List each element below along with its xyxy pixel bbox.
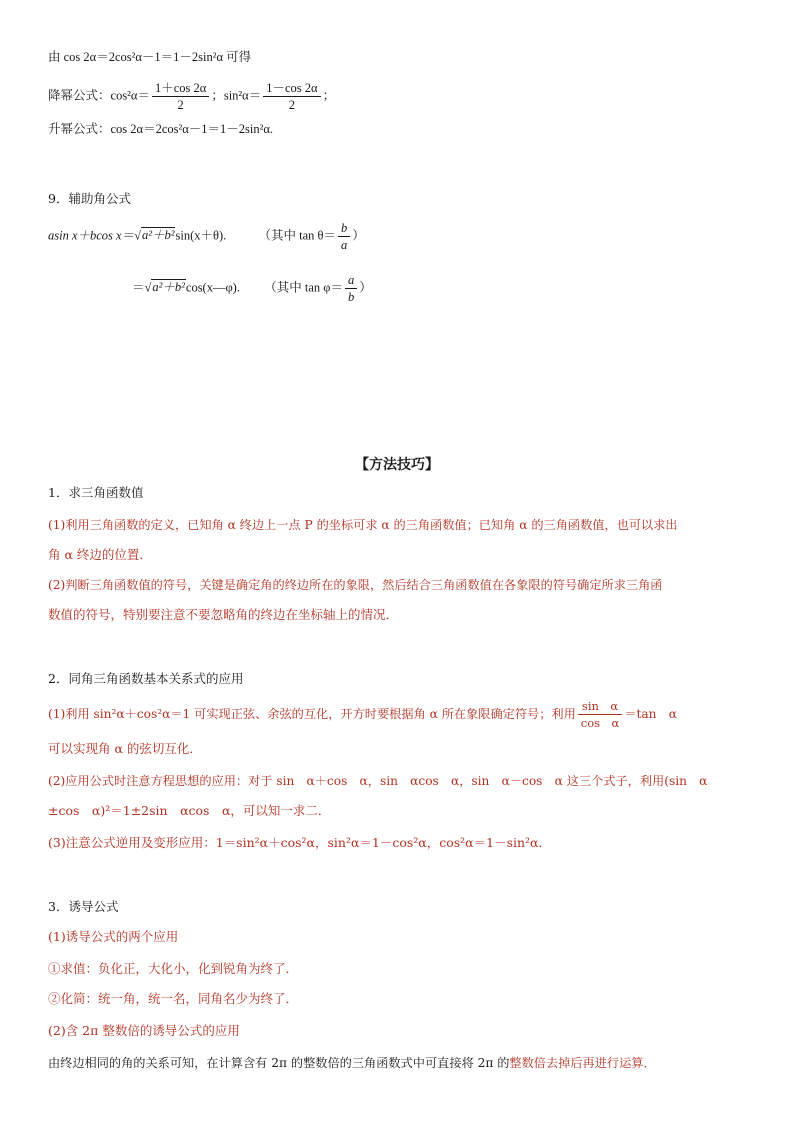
method-2-para-1a-text: (1)利用 sin²α＋cos²α＝1 可实现正弦、余弦的互化，开方时要根据角 α 所在象限确定符号；利用: [48, 707, 576, 721]
formula1-note: （其中 tan θ＝: [258, 228, 337, 243]
tan-result: ＝tan α: [624, 707, 677, 721]
method-3-para-5-highlight: 整数倍去掉后再进行运算．: [509, 1056, 656, 1070]
auxiliary-formula-1: [48, 220, 365, 253]
formula2-right: cos(x—φ).: [185, 280, 240, 295]
power-raising-formula: 升幂公式：cos 2α＝2cos²α－1＝1－2sin²α.: [48, 122, 274, 136]
method-2-para-1b: 可以实现角 α 的弦切互化．: [48, 741, 202, 756]
method-3-para-1: (1)诱导公式的两个应用: [48, 929, 179, 944]
cos-fraction-denominator: 2: [177, 98, 184, 112]
method-2-para-3: (3)注意公式逆用及变形应用：1＝sin²α＋cos²α，sin²α＝1－cos²α，cos²α＝1－sin²α．: [48, 835, 551, 850]
power-reduction-label: 降幂公式：: [48, 88, 111, 103]
method-3-para-4: (2)含 2π 整数倍的诱导公式的应用: [48, 1023, 240, 1038]
method-1-para-1b: 角 α 终边的位置．: [48, 547, 152, 562]
method-3-para-5: [48, 1054, 656, 1072]
formula-end: ；: [322, 88, 336, 103]
sin-fraction-denominator: 2: [288, 98, 296, 112]
sin-fraction-numerator: 1－cos 2α: [263, 80, 320, 97]
method-1-para-1a: (1)利用三角函数的定义，已知角 α 终边上一点 P 的坐标可求 α 的三角函数值；已知角 α 的三角函数值，也可以求出: [48, 518, 678, 532]
sqrt-sign: √: [144, 280, 152, 295]
method-3-title: 3．诱导公式: [48, 899, 119, 914]
formula2-numerator: a: [345, 272, 357, 289]
sin-squared-text: ；sin²α＝: [211, 88, 262, 103]
cos-fraction-numerator: 1＋cos 2α: [152, 80, 209, 97]
formula1-right: sin(x＋θ).: [175, 228, 227, 243]
sqrt-sign: √: [134, 228, 141, 243]
double-angle-line: 由 cos 2α＝2cos²α－1＝1－2sin²α 可得: [48, 50, 252, 64]
cos-fraction: [152, 80, 209, 113]
methods-heading: 【方法技巧】: [355, 457, 439, 473]
formula2-note: （其中 tan φ＝: [264, 280, 343, 295]
formula1-fraction: [338, 220, 350, 253]
method-1-para-2a: (2)判断三角函数值的符号，关键是确定角的终边所在的象限，然后结合三角函数值在各象限的符号确定所求三角函: [48, 578, 663, 592]
method-2-title: 2．同角三角函数基本关系式的应用: [48, 671, 244, 686]
method-1-title: 1．求三角函数值: [48, 485, 144, 500]
formula1-left: asin x＋bcos x＝: [48, 228, 135, 243]
sin-fraction: [263, 80, 320, 113]
formula2-fraction: [345, 272, 357, 305]
tan-fraction: [578, 698, 623, 731]
formula1-radicand: a²＋b²: [141, 228, 175, 243]
method-2-para-1a: [48, 698, 677, 731]
tan-fraction-denominator: cos α: [580, 716, 620, 730]
power-reduction-formula: [48, 80, 335, 113]
method-2-para-2b: ±cos α)²＝1±2sin αcos α，可以知一求二．: [48, 803, 331, 818]
formula1-numerator: b: [338, 220, 350, 237]
method-3-para-2: ①求值：负化正，大化小，化到锐角为终了．: [48, 961, 299, 976]
cos-squared-text: cos²α＝: [110, 88, 150, 103]
section-9-title: 9．辅助角公式: [48, 191, 131, 206]
formula2-radicand: a²＋b²: [152, 280, 185, 295]
tan-fraction-numerator: sin α: [578, 698, 623, 715]
formula2-close: ）: [359, 280, 372, 295]
auxiliary-formula-2: [132, 272, 372, 305]
formula1-close: ）: [352, 228, 365, 243]
method-1-para-2b: 数值的符号，特别要注意不要忽略角的终边在坐标轴上的情况．: [48, 607, 399, 622]
method-3-para-3: ②化简：统一角，统一名，同角名少为终了．: [48, 991, 299, 1006]
method-3-para-5-text: 由终边相同的角的关系可知，在计算含有 2π 的整数倍的三角函数式中可直接将 2π 的: [48, 1056, 510, 1070]
formula2-left: ＝: [132, 280, 145, 295]
formula2-denominator: b: [347, 290, 355, 304]
formula1-denominator: a: [341, 238, 348, 252]
method-2-para-2a: (2)应用公式时注意方程思想的应用：对于 sin α＋cos α，sin αcos α，sin α－cos α 这三个式子，利用(sin α: [48, 774, 708, 788]
